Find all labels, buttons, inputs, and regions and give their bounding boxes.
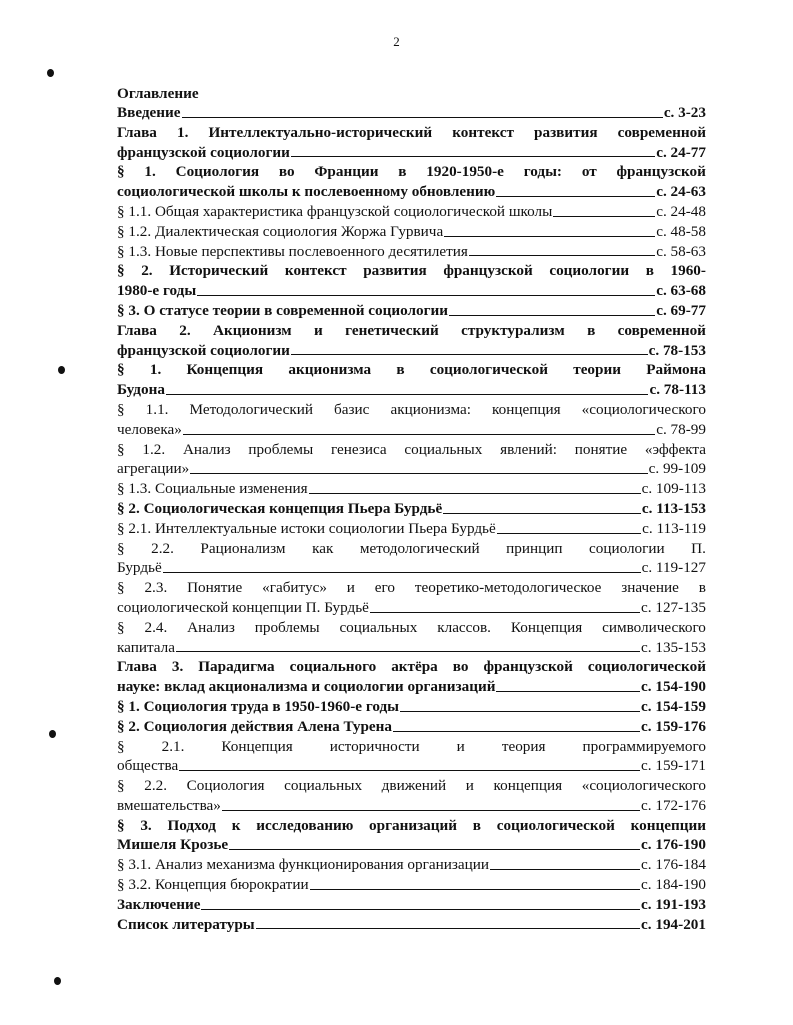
toc-entry-last-line bbox=[117, 855, 706, 875]
toc-entry-title: вмешательства» bbox=[117, 796, 221, 814]
toc-entry-page: с. 78-113 bbox=[649, 381, 706, 399]
leader-line bbox=[310, 889, 640, 890]
leader-line bbox=[190, 473, 647, 474]
toc-entry bbox=[117, 895, 706, 915]
toc-entry-title: агрегации» bbox=[117, 460, 190, 478]
toc-entry bbox=[117, 479, 706, 499]
punch-hole-mark bbox=[54, 977, 61, 985]
leader-line bbox=[443, 513, 641, 514]
toc-entry-last-line bbox=[117, 499, 706, 519]
toc-entry-last-line bbox=[117, 143, 706, 163]
toc-entry-line: § 2.3. Понятие «габитус» и его теоретико-методологическое значение в bbox=[117, 579, 706, 597]
toc-entry-line: Глава 3. Парадигма социального актёра во французской социологической bbox=[117, 658, 706, 676]
toc-entries bbox=[117, 103, 706, 934]
leader-line bbox=[229, 849, 640, 850]
toc-entry-last-line bbox=[117, 301, 706, 321]
toc-entry bbox=[117, 657, 706, 697]
table-of-contents bbox=[117, 84, 706, 934]
toc-entry-title: § 1.1. Общая характеристика французской социологической школы bbox=[117, 202, 553, 220]
toc-entry bbox=[117, 578, 706, 618]
toc-entry bbox=[117, 162, 706, 202]
toc-entry-last-line bbox=[117, 281, 706, 301]
leader-line bbox=[309, 493, 641, 494]
toc-entry-page: с. 99-109 bbox=[648, 460, 706, 478]
toc-entry-last-line bbox=[117, 915, 706, 935]
toc-entry bbox=[117, 618, 706, 658]
toc-entry-line: § 1. Концепция акционизма в социологической теории Раймона bbox=[117, 361, 706, 379]
toc-entry-page: с. 154-190 bbox=[641, 678, 706, 696]
toc-entry-page: с. 63-68 bbox=[656, 282, 706, 300]
toc-entry-page: с. 58-63 bbox=[656, 242, 706, 260]
toc-entry-title: § 2. Социология действия Алена Турена bbox=[117, 717, 393, 735]
toc-entry-last-line bbox=[117, 103, 706, 123]
leader-line bbox=[182, 117, 663, 118]
toc-entry-title: § 2. Социологическая концепция Пьера Бурдьё bbox=[117, 499, 443, 517]
toc-entry bbox=[117, 123, 706, 163]
toc-entry-title: капитала bbox=[117, 638, 175, 656]
toc-entry-last-line bbox=[117, 202, 706, 222]
toc-entry-title: § 2.1. Интеллектуальные истоки социологии Пьера Бурдьё bbox=[117, 519, 496, 537]
toc-entry-page: с. 191-193 bbox=[641, 895, 706, 913]
toc-entry-line: § 1. Социология во Франции в 1920-1950-е годы: от французской bbox=[117, 163, 706, 181]
toc-entry-line: Глава 2. Акционизм и генетический структурализм в современной bbox=[117, 321, 706, 339]
toc-entry-title: § 1.3. Социальные изменения bbox=[117, 480, 308, 498]
toc-entry-page: с. 24-63 bbox=[656, 183, 706, 201]
toc-entry-page: с. 109-113 bbox=[641, 480, 706, 498]
toc-entry-title: § 1.2. Диалектическая социология Жоржа Гурвича bbox=[117, 222, 444, 240]
toc-entry-last-line bbox=[117, 459, 706, 479]
toc-entry-last-line bbox=[117, 717, 706, 737]
toc-entry-page: с. 48-58 bbox=[656, 222, 706, 240]
toc-entry-line: § 2.4. Анализ проблемы социальных классов. Концепция символического bbox=[117, 618, 706, 636]
toc-entry-last-line bbox=[117, 677, 706, 697]
toc-entry-title: § 3.2. Концепция бюрократии bbox=[117, 876, 309, 894]
leader-line bbox=[469, 255, 655, 256]
leader-line bbox=[163, 572, 641, 573]
toc-entry bbox=[117, 400, 706, 440]
toc-entry bbox=[117, 261, 706, 301]
toc-entry-last-line bbox=[117, 697, 706, 717]
toc-entry-page: с. 176-190 bbox=[641, 836, 706, 854]
toc-entry-page: с. 159-176 bbox=[641, 717, 706, 735]
toc-entry-page: с. 3-23 bbox=[663, 104, 706, 121]
toc-entry-title: Список литературы bbox=[117, 915, 255, 933]
toc-entry-line: § 2.2. Социология социальных движений и концепция «социологического bbox=[117, 777, 706, 795]
leader-line bbox=[496, 196, 655, 197]
leader-line bbox=[179, 770, 640, 771]
toc-entry-last-line bbox=[117, 796, 706, 816]
leader-line bbox=[449, 315, 655, 316]
leader-line bbox=[496, 691, 640, 692]
toc-entry-title: французской социологии bbox=[117, 341, 290, 359]
toc-entry-title: 1980-е годы bbox=[117, 282, 197, 300]
leader-line bbox=[222, 810, 640, 811]
toc-entry-title: § 1. Социология труда в 1950-1960-е годы bbox=[117, 697, 400, 715]
toc-entry-page: с. 135-153 bbox=[641, 638, 706, 656]
leader-line bbox=[291, 354, 648, 355]
toc-entry bbox=[117, 776, 706, 816]
toc-entry-page: с. 154-159 bbox=[641, 697, 706, 715]
leader-line bbox=[201, 909, 640, 910]
toc-entry bbox=[117, 103, 706, 123]
leader-line bbox=[197, 295, 655, 296]
leader-line bbox=[166, 394, 649, 395]
toc-entry bbox=[117, 202, 706, 222]
toc-entry-last-line bbox=[117, 519, 706, 539]
toc-entry-line: § 1.1. Методологический базис акционизма: концепция «социологического bbox=[117, 400, 706, 418]
toc-entry-last-line bbox=[117, 756, 706, 776]
toc-entry bbox=[117, 301, 706, 321]
toc-entry-last-line bbox=[117, 420, 706, 440]
toc-entry-page: с. 24-77 bbox=[656, 143, 706, 161]
toc-entry-page: с. 184-190 bbox=[641, 876, 706, 894]
toc-entry bbox=[117, 915, 706, 935]
toc-entry-page: с. 78-153 bbox=[648, 341, 706, 359]
toc-entry-title: социологической концепции П. Бурдьё bbox=[117, 598, 369, 616]
punch-hole-mark bbox=[47, 69, 54, 77]
toc-entry-line: § 1.2. Анализ проблемы генезиса социальных явлений: понятие «эффекта bbox=[117, 440, 706, 458]
toc-entry-line: § 2. Исторический контекст развития французской социологии в 1960- bbox=[117, 262, 706, 280]
toc-entry-last-line bbox=[117, 835, 706, 855]
leader-line bbox=[553, 216, 655, 217]
toc-entry-title: Мишеля Крозье bbox=[117, 836, 229, 854]
leader-line bbox=[176, 651, 640, 652]
toc-entry bbox=[117, 697, 706, 717]
toc-entry bbox=[117, 321, 706, 361]
leader-line bbox=[444, 236, 655, 237]
leader-line bbox=[497, 533, 641, 534]
toc-entry-title: Заключение bbox=[117, 895, 201, 913]
toc-entry-last-line bbox=[117, 242, 706, 262]
toc-entry-last-line bbox=[117, 638, 706, 658]
toc-entry-last-line bbox=[117, 598, 706, 618]
toc-entry bbox=[117, 737, 706, 777]
toc-entry-title: Будона bbox=[117, 381, 165, 399]
toc-entry-page: с. 69-77 bbox=[656, 301, 706, 319]
toc-entry-last-line bbox=[117, 895, 706, 915]
toc-entry-line: § 2.1. Концепция историчности и теория программируемого bbox=[117, 737, 706, 755]
toc-entry-title: науке: вклад акционализма и социологии организаций bbox=[117, 678, 496, 696]
toc-entry bbox=[117, 440, 706, 480]
toc-entry-title: § 3.1. Анализ механизма функционирования организации bbox=[117, 856, 489, 874]
leader-line bbox=[183, 434, 655, 435]
toc-entry-line: § 2.2. Рационализм как методологический принцип социологии П. bbox=[117, 539, 706, 557]
toc-entry-title: § 1.3. Новые перспективы послевоенного десятилетия bbox=[117, 242, 468, 260]
toc-entry-title: социологической школы к послевоенному обновлению bbox=[117, 183, 496, 201]
toc-entry bbox=[117, 816, 706, 856]
toc-entry bbox=[117, 855, 706, 875]
toc-entry-last-line bbox=[117, 875, 706, 895]
toc-entry-page: с. 127-135 bbox=[641, 598, 706, 616]
leader-line bbox=[291, 156, 655, 157]
toc-entry bbox=[117, 222, 706, 242]
toc-entry-page: с. 194-201 bbox=[641, 915, 706, 933]
toc-entry-last-line bbox=[117, 479, 706, 499]
toc-entry-last-line bbox=[117, 558, 706, 578]
punch-hole-mark bbox=[58, 366, 65, 374]
toc-entry-line: Глава 1. Интеллектуально-исторический контекст развития современной bbox=[117, 123, 706, 141]
toc-entry-page: с. 119-127 bbox=[641, 559, 706, 577]
toc-entry-page: с. 159-171 bbox=[641, 757, 706, 775]
toc-entry-page: с. 78-99 bbox=[656, 420, 706, 438]
toc-entry bbox=[117, 499, 706, 519]
toc-entry-page: с. 172-176 bbox=[641, 796, 706, 814]
leader-line bbox=[490, 869, 640, 870]
toc-entry-page: с. 24-48 bbox=[656, 202, 706, 220]
toc-entry-title: человека» bbox=[117, 420, 182, 438]
toc-title: Оглавление bbox=[117, 85, 199, 102]
leader-line bbox=[256, 928, 640, 929]
toc-entry bbox=[117, 242, 706, 262]
toc-entry-last-line bbox=[117, 380, 706, 400]
toc-entry-title: общества bbox=[117, 757, 179, 775]
toc-entry bbox=[117, 360, 706, 400]
leader-line bbox=[400, 711, 640, 712]
toc-entry-last-line bbox=[117, 222, 706, 242]
toc-entry-last-line bbox=[117, 341, 706, 361]
toc-entry-page: с. 176-184 bbox=[641, 856, 706, 874]
toc-entry-line: § 3. Подход к исследованию организаций в социологической концепции bbox=[117, 816, 706, 834]
leader-line bbox=[393, 731, 640, 732]
toc-entry-last-line bbox=[117, 182, 706, 202]
toc-entry-title: Бурдьё bbox=[117, 559, 162, 577]
toc-entry bbox=[117, 539, 706, 579]
toc-entry-title: Введение bbox=[117, 104, 181, 121]
toc-entry-page: с. 113-153 bbox=[641, 499, 706, 517]
punch-hole-mark bbox=[49, 730, 56, 738]
page-number: 2 bbox=[393, 34, 400, 49]
toc-entry-title: французской социологии bbox=[117, 143, 290, 161]
leader-line bbox=[370, 612, 640, 613]
toc-entry-page: с. 113-119 bbox=[642, 519, 706, 537]
toc-entry bbox=[117, 717, 706, 737]
toc-entry bbox=[117, 519, 706, 539]
toc-entry-title: § 3. О статусе теории в современной социологии bbox=[117, 301, 448, 319]
toc-entry bbox=[117, 875, 706, 895]
